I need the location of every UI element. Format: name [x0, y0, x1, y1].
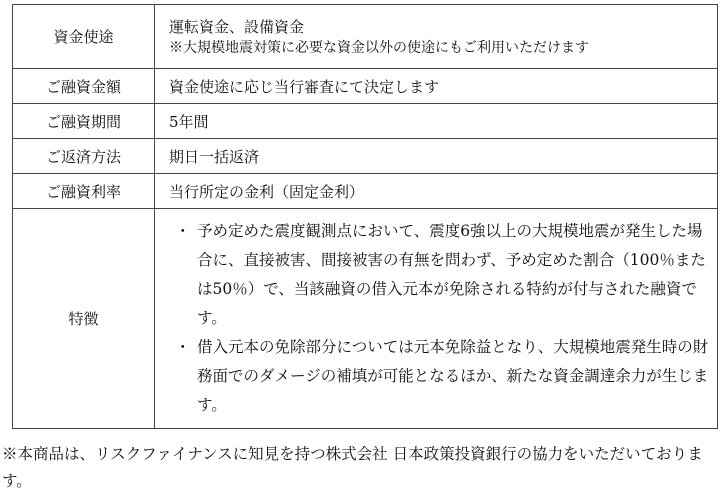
- bullet-mark: ・: [175, 338, 191, 356]
- footnote: ※本商品は、リスクファイナンスに知見を持つ株式会社 日本政策投資銀行の協力をいただいております。: [2, 445, 703, 490]
- label-repayment: ご返済方法: [13, 139, 155, 174]
- feature-item-2: [169, 333, 709, 420]
- table-row-rate: [13, 174, 718, 209]
- value-amount: 資金使途に応じ当行審査にて決定します: [155, 69, 718, 104]
- label-amount: ご融資金額: [13, 69, 155, 104]
- feature-text-2: 借入元本の免除部分については元本免除益となり、大規模地震発生時の財務面でのダメージの補填が可能となるほか、新たな資金調達余力が生じます。: [197, 338, 709, 414]
- value-purpose-cell: [155, 5, 718, 69]
- table-row-amount: [13, 69, 718, 104]
- label-rate: ご融資利率: [13, 174, 155, 209]
- product-spec-table: [12, 4, 718, 429]
- label-period: ご融資期間: [13, 104, 155, 139]
- feature-item-1: [169, 217, 709, 333]
- feature-text-1: 予め定めた震度観測点において、震度6強以上の大規模地震が発生した場合に、直接被害、間接被害の有無を問わず、予め定めた割合（100％または50％）で、当該融資の借入元本が免除される特約が付与された融資です。: [197, 222, 706, 327]
- bullet-mark: ・: [175, 222, 191, 240]
- table-row-features: [13, 209, 718, 429]
- purpose-note: ※大規模地震対策に必要な資金以外の使途にもご利用いただけます: [169, 39, 589, 56]
- table-row-purpose: [13, 5, 718, 69]
- table-row-period: [13, 104, 718, 139]
- value-features-cell: [155, 209, 718, 429]
- value-rate: 当行所定の金利（固定金利）: [155, 174, 718, 209]
- value-period: 5年間: [155, 104, 718, 139]
- value-repayment: 期日一括返済: [155, 139, 718, 174]
- label-features: 特徴: [13, 209, 155, 429]
- feature-list: [169, 209, 717, 428]
- table-row-repayment: [13, 139, 718, 174]
- label-purpose: 資金使途: [13, 5, 155, 69]
- value-purpose: 運転資金、設備資金: [169, 17, 305, 36]
